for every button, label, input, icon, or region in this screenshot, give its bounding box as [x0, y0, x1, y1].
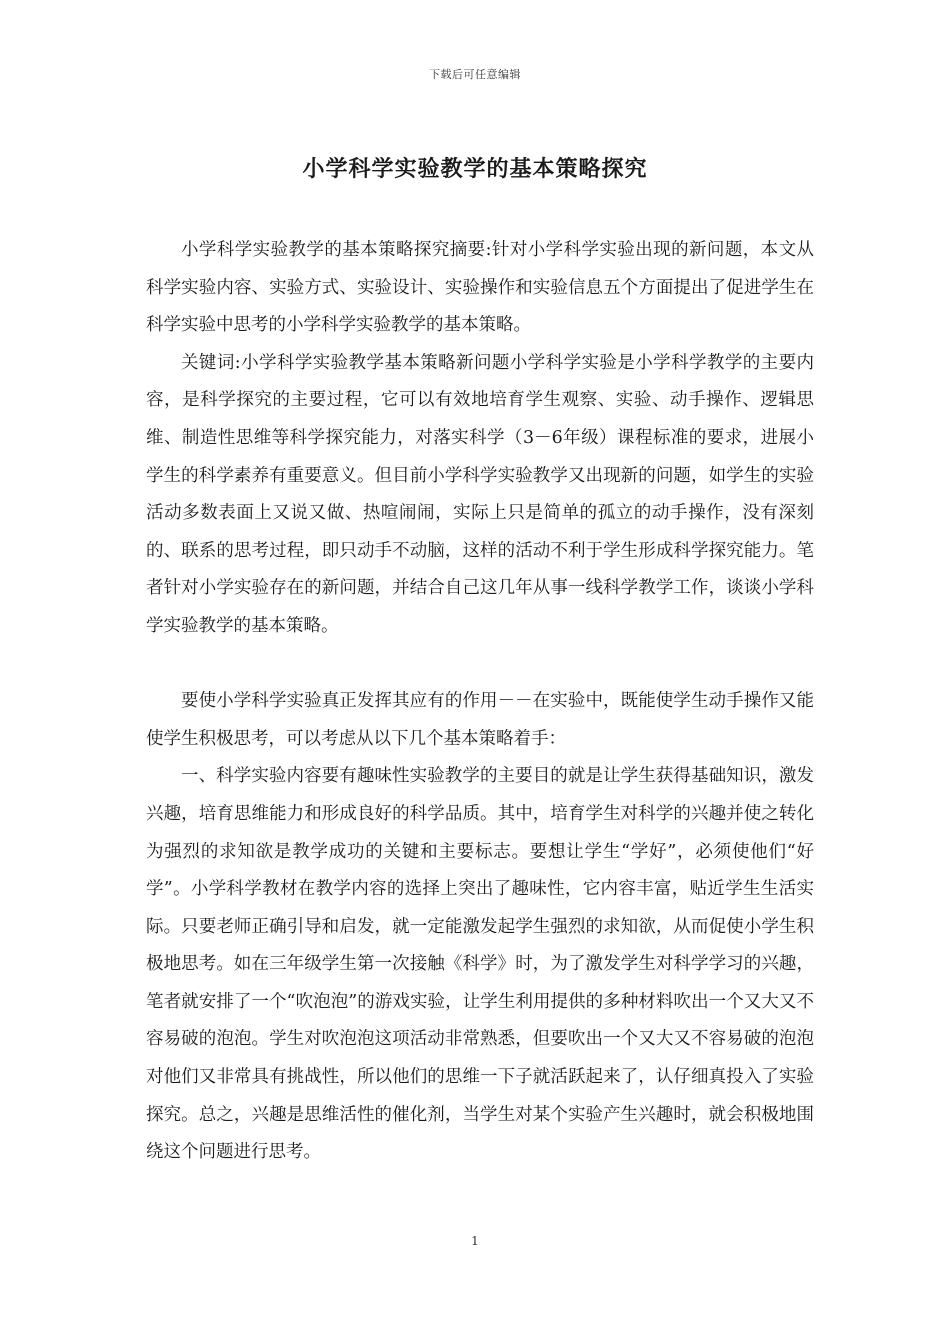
section-one-paragraph: 一、科学实验内容要有趣味性实验教学的主要目的就是让学生获得基础知识，激发兴趣，培育思维能力和形成良好的科学品质。其中，培育学生对科学的兴趣并使之转化为强烈的求知欲是教学成功的关键和主要标志。要想让学生“学好”，必须使他们“好学”。小学科学教材在教学内容的选择上突出了趣味性，它内容丰富，贴近学生生活实际。只要老师正确引导和启发，就一定能激发起学生强烈的求知欲，从而促使小学生积极地思考。如在三年级学生第一次接触《科学》时，为了激发学生对科学学习的兴趣，笔者就安排了一个“吹泡泡”的游戏实验，让学生利用提供的多种材料吹出一个又大又不容易破的泡泡。学生对吹泡泡这项活动非常熟悉，但要吹出一个又大又不容易破的泡泡对他们又非常具有挑战性，所以他们的思维一下子就活跃起来了，认仔细真投入了实验探究。总之，兴趣是思维活性的催化剂，当学生对某个实验产生兴趣时，就会积极地围绕这个问题进行思考。	[146, 766, 814, 1163]
document-body	[146, 232, 814, 1172]
page-title: 小学科学实验教学的基本策略探究	[302, 156, 648, 182]
header-note: 下载后可任意编辑	[429, 68, 521, 81]
page-number: 1	[471, 1234, 479, 1248]
abstract-paragraph: 小学科学实验教学的基本策略探究摘要:针对小学科学实验出现的新问题，本文从科学实验内容、实验方式、实验设计、实验操作和实验信息五个方面提出了促进学生在科学实验中思考的小学科学实验教学的基本策略。	[146, 240, 814, 336]
keywords-paragraph: 关键词:小学科学实验教学基本策略新问题小学科学实验是小学科学教学的主要内容，是科学探究的主要过程，它可以有效地培育学生观察、实验、动手操作、逻辑思维、制造性思维等科学探究能力，对落实科学（3－6年级）课程标准的要求，进展小学生的科学素养有重要意义。但目前小学科学实验教学又出现新的问题，如学生的实验活动多数表面上又说又做、热喧闹闹，实际上只是简单的孤立的动手操作，没有深刻的、联系的思考过程，即只动手不动脑，这样的活动不利于学生形成科学探究能力。笔者针对小学实验存在的新问题，并结合自己这几年从事一线科学教学工作，谈谈小学科学实验教学的基本策略。	[146, 352, 814, 636]
strategy-intro-paragraph: 要使小学科学实验真正发挥其应有的作用－－在实验中，既能使学生动手操作又能使学生积极思考，可以考虑从以下几个基本策略着手：	[146, 691, 814, 749]
